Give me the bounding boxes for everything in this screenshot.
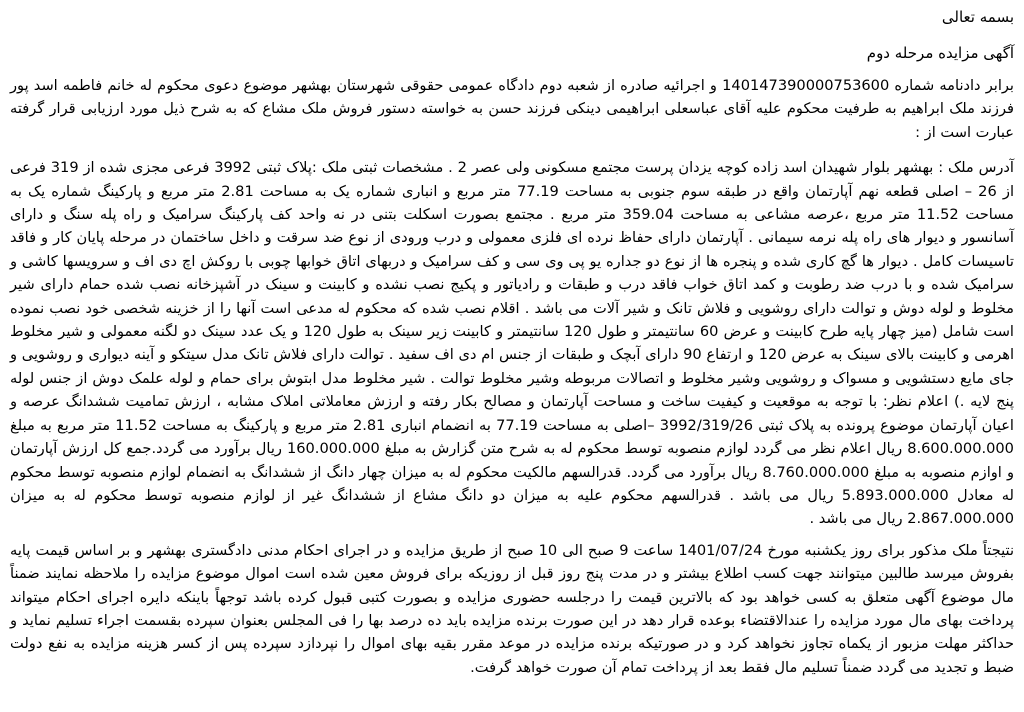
notice-title: آگهی مزایده مرحله دوم bbox=[866, 44, 1014, 62]
auction-terms-paragraph: نتیجتاً ملک مذکور برای روز یکشنبه مورخ 1401/07/24 ساعت 9 صبح الی 10 صبح از طریق مزایده و در اجرای احکام مدنی دادگستری بهشهر و بر اساس قیمت پایه بفروش میرسد طالبین میتوانند جهت کسب اطلاع بیشتر و در مدت پنج روز قبل از روزیکه برای فروش معین شده است اموال موضوع مزایده را ملاحظه نمایند ضمناً مال موضوع آگهی متعلق به کسی خواهد بود که بالاترین قیمت را درجلسه حضوری مزایده و بصورت کتبی قبول کرده باشد توجهاً باینکه دایره اجرای احکام میتواند پرداخت بهای مال مورد مزایده را عندالاقتضاء بوعده قرار دهد در این صورت برنده مزایده باید ده درصد بها را فی المجلس بعنوان سپرده بقسمت اجراء تسلیم نماید و حداکثر مهلت مزبور از یکماه تجاوز نخواهد کرد و در صورتیکه برنده مزایده در موعد مقرر بقیه بهای اموال را نپردازد سپرده پس از کسر هزینه مزایده به نفع دولت ضبط و تجدید می گردد ضمناً تسلیم مال فقط بعد از پرداخت تمام آن صورت خواهد گرفت. bbox=[10, 541, 1014, 676]
invocation-heading: بسمه تعالی bbox=[941, 8, 1014, 26]
property-description-paragraph: آدرس ملک : بهشهر بلوار شهیدان اسد زاده کوچه یزدان پرست مجتمع مسکونی ولی عصر 2 . مشخصات ثبتی ملک :پلاک ثبتی 3992 فرعی مجزی شده از 319 فرعی از 26 – اصلی قطعه نهم آپارتمان واقع در طبقه سوم جنوبی به مساحت 77.19 متر مربع و انباری شماره یک به مساحت 2.81 متر مربع و پارکینگ شماره یک به مساحت 11.52 متر مربع ،عرصه مشاعی به مساحت 359.04 متر مربع . مجتمع بصورت اسکلت بتنی در نه واحد کف پارکینگ سرامیک و راه پله سنگ و دارای آسانسور و دیوار های راه پله نرمه سیمانی . آپارتمان دارای حفاظ نرده ای فلزی معمولی و درب ورودی از نوع ضد سرقت و داخل ساختمان در مرحله پایان کار و فاقد تاسیسات کامل . دیوار ها گچ کاری شده و پنجره ها از نوع دو جداره یو پی وی سی و کف سرامیک و دربهای اتاق خوابها چوبی با روکش اچ دی اف و سرویسها کاشی و سرامیک شده و با درب ضد رطوبت و کمد اتاق خواب فاقد درب و طبقات و رادیاتور و پکیج نصب نشده و کابینت و سینک در آشپزخانه نصب شده حمام دارای شیر مخلوط و لوله دوش و توالت دارای روشویی و فلاش تانک و شیر آلات می باشد . اقلام نصب شده که محکوم له مدعی است آنها را از خزینه شخصی خود نصب نموده است شامل (میز چهار پایه طرح کابینت و عرض 60 سانتیمتر و طول 120 سانتیمتر و کابینت زیر سینک به طول 120 و یک عدد سینک دو لگنه معمولی و شیر مخلوط اهرمی و کابینت بالای سینک به عرض 120 و ارتفاع 90 دارای آبچک و طبقات از جنس ام دی اف سفید . توالت دارای فلاش تانک مدل سیتکو و آینه دیواری و روشویی و جای مایع دستشویی و مسواک و روشویی وشیر مخلوط و اتصالات مربوطه وشیر مخلوط توالت . شیر مخلوط مدل ابتوش برای حمام و لوله علمک دوش از جنس لوله پنج لایه .) اعلام نظر: با توجه به موقعیت و کیفیت ساخت و مساحت آپارتمان و مصالح بکار رفته و ارزش معاملاتی املاک مشابه ، ارزش تمامیت ششدانگ عرصه و اعیان آپارتمان موضوع پرونده به پلاک ثبتی 3992/319/26 –اصلی به مساحت 77.19 به انضمام انباری 2.81 متر مربع و پارکینگ به مساحت 11.52 متر مربع به مبلغ 8.600.000.000 ریال اعلام نظر می گردد لوازم منصوبه توسط محکوم له به شرح متن گزارش به مبلغ 160.000.000 ریال برآورد می گردد.جمع کل ارزش آپارتمان و اوازم منصوبه به مبلغ 8.760.000.000 ریال برآورد می گردد. قدرالسهم مالکیت محکوم له به میزان چهار دانگ از ششدانگ به انضمام لوازم منصوبه توسط محکوم له معادل 5.893.000.000 ریال می باشد . قدرالسهم محکوم علیه به میزان دو دانگ مشاع از ششدانگ غیر از لوازم منصوبه توسط محکوم له به میزان 2.867.000.000 ریال می باشد . bbox=[10, 159, 1015, 528]
intro-paragraph: برابر دادنامه شماره 140147390000753600 و اجرائیه صادره از شعبه دوم دادگاه عمومی حقوقی شهرستان بهشهر موضوع دعوی محکوم له خانم فاطمه اسد پور فرزند ملک ابراهیم به طرفیت محکوم علیه آقای عباسعلی ابراهیمی دینکی فرزند حسن به خواسته دستور فروش ملک مشاع که به شرح ذیل مورد ارزیابی قرار گرفته عبارت است از : bbox=[10, 77, 1014, 141]
